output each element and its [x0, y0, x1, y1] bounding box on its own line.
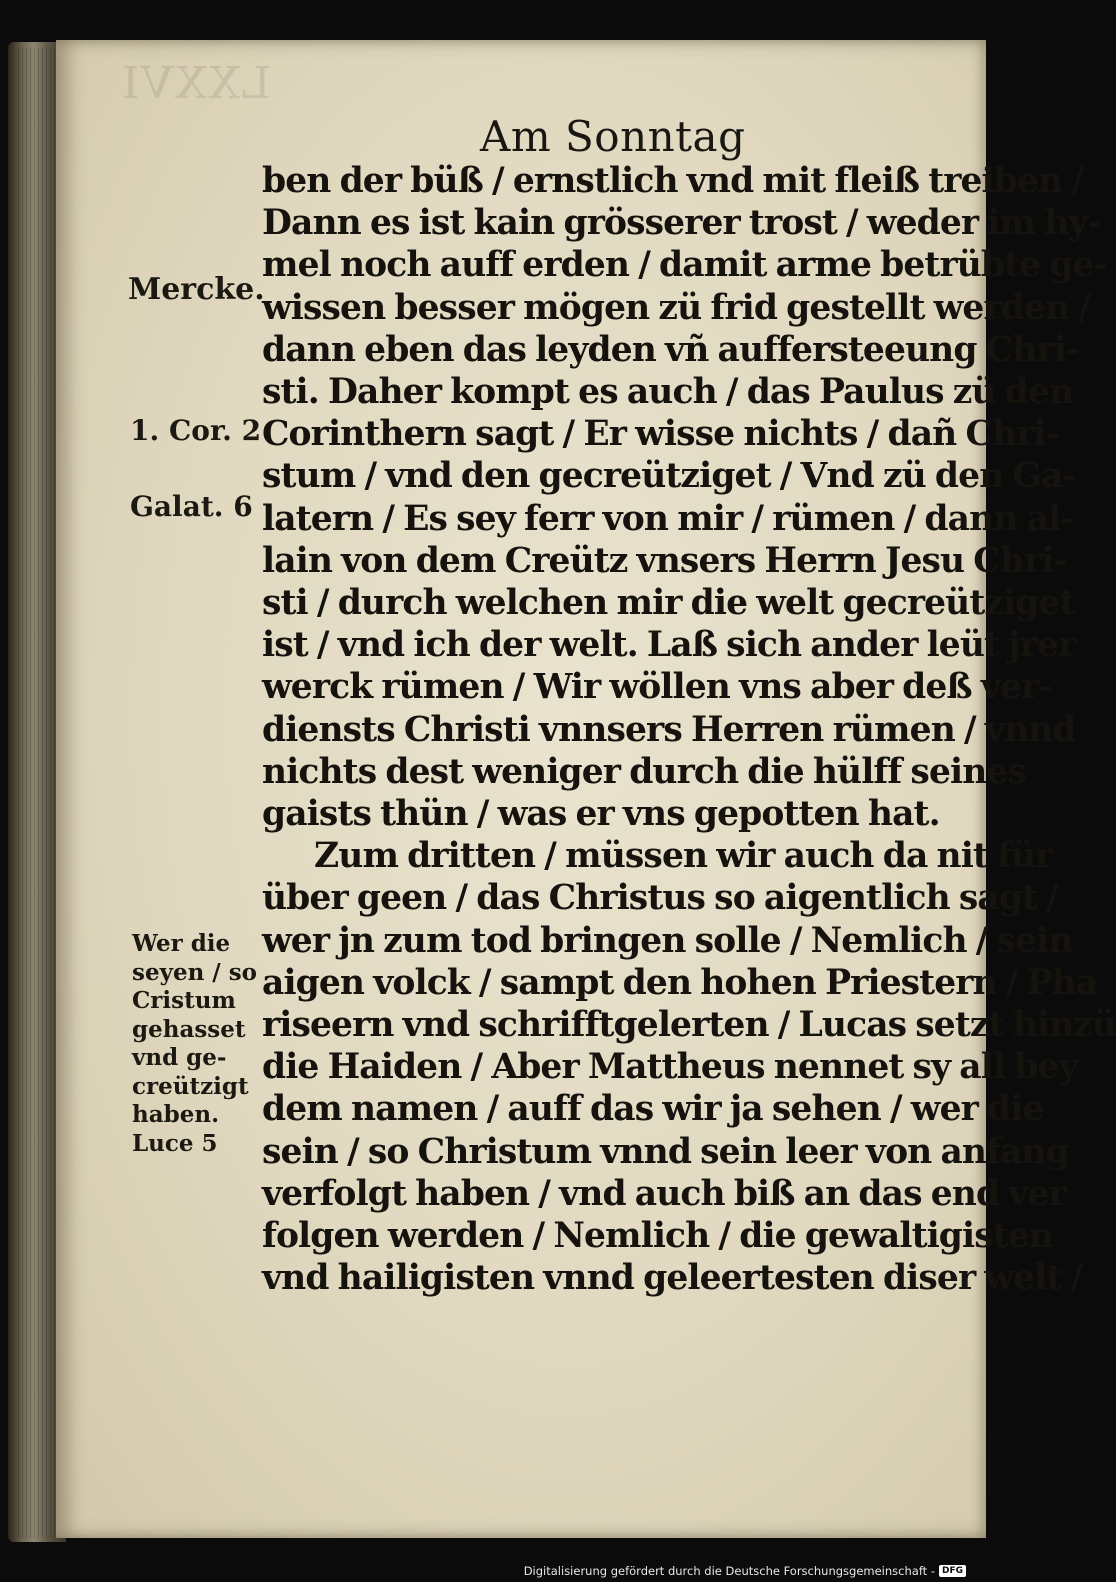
text-line: Zum dritten / müssen wir auch da nit für — [314, 836, 1053, 877]
dfg-logo-icon: DFG — [939, 1565, 966, 1577]
text-line: Corinthern sagt / Er wisse nichts / dañ Chri- — [262, 414, 1060, 455]
text-line: stum / vnd den gecreütziget / Vnd zü den Ga- — [262, 456, 1076, 497]
text-line: Dann es ist kain grösserer trost / weder im hy- — [262, 203, 1101, 244]
text-line: lain von dem Creütz vnsers Herrn Jesu Chri- — [262, 540, 1067, 581]
marginal-line: Wer die — [132, 930, 231, 957]
text-line: verfolgt haben / vnd auch biß an das end ver — [262, 1173, 1066, 1214]
text-line: die Haiden / Aber Mattheus nennet sy all bey — [262, 1047, 1078, 1088]
marginal-line: seyen / so — [132, 958, 258, 986]
marginal-note-cor: 1. Cor. 2 — [130, 414, 262, 447]
text-line: riseern vnd schrifftgelerten / Lucas setzt hinzü — [262, 1005, 1116, 1046]
marginal-line: creützigt — [132, 1072, 249, 1100]
text-line: ben der büß / ernstlich vnd mit fleiß treiben / — [262, 161, 1084, 201]
marginal-line: Cristum — [132, 987, 236, 1014]
text-line: dem namen / auff das wir ja sehen / wer die — [262, 1089, 1044, 1130]
text-line: latern / Es sey ferr von mir / rümen / dann al- — [262, 498, 1074, 539]
marginal-note-wer — [132, 930, 257, 1158]
text-line: sein / so Christum vnnd sein leer von anfang — [262, 1131, 1069, 1172]
body-text — [262, 160, 1116, 1299]
marginal-line: vnd ge- — [132, 1044, 227, 1071]
text-line: wer jn zum tod bringen solle / Nemlich / sein — [262, 920, 1073, 961]
text-line: nichts dest weniger durch die hülff seines — [262, 751, 1026, 792]
text-line: diensts Christi vnnsers Herren rümen / vnnd — [262, 709, 1076, 750]
page-edges — [18, 48, 58, 1538]
marginal-line: haben. — [132, 1101, 220, 1128]
marginal-note-galat: Galat. 6 — [130, 490, 253, 523]
digitization-credit — [524, 1564, 966, 1578]
text-line: folgen werden / Nemlich / die gewaltigisten — [262, 1216, 1054, 1257]
text-line: mel noch auff erden / damit arme betrübte ge- — [262, 245, 1108, 286]
running-head: Am Sonntag — [480, 112, 746, 161]
text-line: aigen volck / sampt den hohen Priestern / Pha — [262, 962, 1098, 1003]
text-line: sti / durch welchen mir die welt gecreütziget — [262, 583, 1075, 624]
text-line: gaists thün / was er vns gepotten hat. — [262, 794, 940, 835]
text-line: dann eben das leyden vñ aufferstееung Chri- — [262, 329, 1080, 370]
text-line: werck rümen / Wir wöllen vns aber deß ver- — [262, 667, 1052, 708]
credit-text: Digitalisierung gefördert durch die Deutsche Forschungsgemeinschaft - — [523, 1564, 935, 1578]
text-line: wissen besser mögen zü frid gestellt werden / — [262, 287, 1091, 328]
marginal-line: Luce 5 — [132, 1129, 218, 1157]
bleed-through-text: LXXVI — [120, 58, 272, 109]
text-line: ist / vnd ich der welt. Laß sich ander leüt jrer — [262, 625, 1076, 666]
text-line: vnd hailigisten vnnd geleertesten diser welt / — [262, 1258, 1083, 1299]
text-line: sti. Daher kompt es auch / das Paulus zü den — [262, 372, 1074, 413]
text-line: über geen / das Christus so aigentlich sagt / — [262, 878, 1058, 919]
marginal-line: gehasset — [132, 1015, 246, 1043]
marginal-note-merck: Mercke. — [128, 272, 265, 307]
